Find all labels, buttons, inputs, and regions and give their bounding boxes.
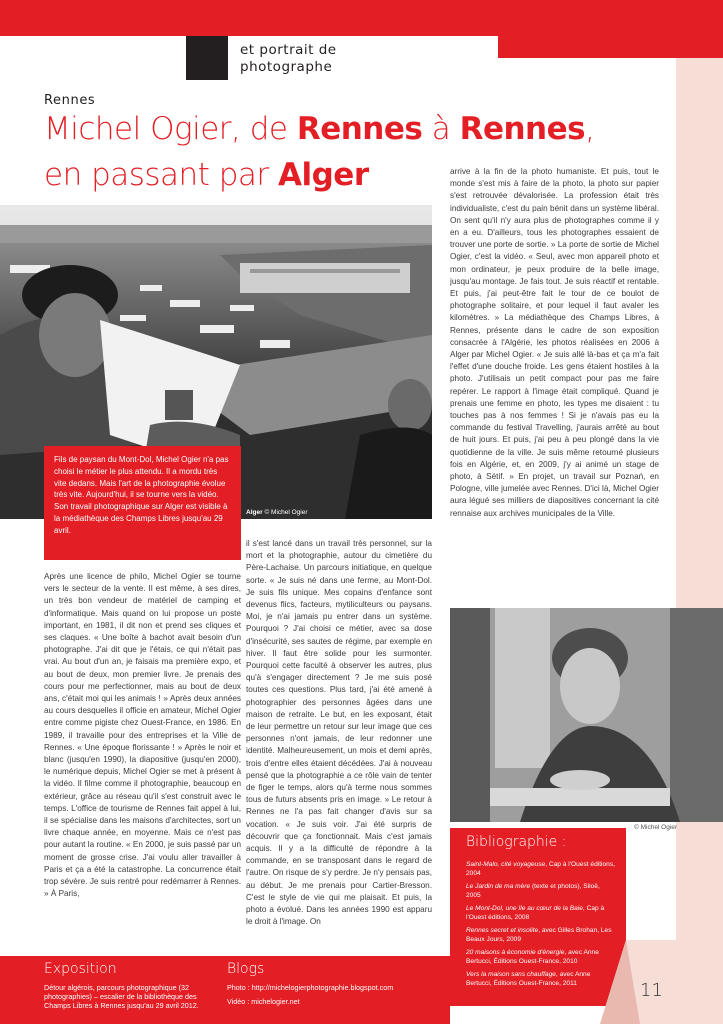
kicker: Rennes — [44, 93, 96, 108]
bibliography-item-title: Le Mont-Dol, une île au cœur de la Baie — [466, 905, 583, 912]
bibliography-item-details: , Cap à l'Ouest éditions, 2008 — [466, 905, 605, 921]
bibliography-item — [466, 904, 616, 922]
photo-credit: Alger © Michel Ogier — [246, 509, 308, 516]
photo-caption-text: Fils de paysan du Mont-Dol, Michel Ogier n'a pas choisi le métier le plus attendu. Il a mordu très vite dedans. Mais l'art de la photographie évolue très vite. Aujourd'hui, il se tourne vers la vidéo. Son travail photographique sur Alger est visible à la médiathèque des Champs Libres jusqu'au 29 avril. — [54, 455, 229, 535]
bibliography-heading: Bibliographie : — [466, 834, 567, 850]
portrait-photo — [450, 608, 723, 822]
bibliography-item-title: 20 maisons à économie d'énergie — [466, 949, 565, 956]
headline-line1: Michel Ogier, de Rennes à Rennes, — [44, 111, 595, 147]
bibliography-item-title: Le Jardin de ma mère — [466, 883, 531, 890]
bibliography-item-title: Saint-Malo, cité voyageuse — [466, 861, 546, 868]
black-square — [186, 36, 228, 80]
bibliography-item — [466, 882, 616, 900]
exhibition-heading: Exposition — [44, 961, 117, 977]
page-number: 11 — [640, 980, 663, 1001]
article-column-2: il s'est lancé dans un travail très personnel, sur la mort et la photographie, autour du cimetière du Père-Lachaise. Un parcours initiatique, en quelque sorte. « Je suis né dans une ferme, au Mont-Dol. Je suis fils unique. Mes copains d'enfance sont devenus flics, facteurs, mytiliculteurs ou paysans. Moi, je n'ai jamais pu entrer dans un système. Pourquoi ? J'ai choisi ce métier, avec sa dose d'insécurité, ses sautes de régime, par exemple en hiver. Il faut être solide pour les surmonter. Pourquoi cette faculté à observer les autres, plus qu'à s'engager directement ? Je me suis posé toutes ces questions. Plus tard, j'ai été amené à photographier des personnes âgées dans une maison de retraite. Le but, en les exposant, était de leur permettre un retour sur leur image que ces personnes n'ont jamais, de leur redonner une identité. Malheureusement, un mois et demi après, trois d'entre elles étaient décédées. J'ai à nouveau pensé que la photographie a ce rôle vain de tenter de figer le temps, alors qu'à terme nous sommes tous de futurs absents pris en image. » Le retour à Rennes ne l'a pas fait changer d'avis sur sa vocation. « Je suis voir. J'ai été surpris de découvrir que ça fonctionnait. Mais c'est jamais acquis. Il y a la difficulté de répondre à la commande, en se transposant dans le regard de l'autre. On risque de s'y perdre. Je n'y pensais pas, au début. Je me prenais pour Cartier-Bresson. C'est le style de vie qui me plaisait. Et puis, la photo a évolué. Dans les années 1990 est apparu le droit à l'image. On — [246, 539, 432, 927]
bibliography-item — [466, 860, 616, 878]
right-pink-strip — [676, 58, 723, 1024]
portrait-credit: © Michel Ogier — [634, 824, 678, 831]
headline-line2: en passant par Alger — [44, 157, 369, 193]
top-red-extension — [498, 36, 723, 58]
section-label: et portrait de photographe — [240, 42, 337, 75]
blog-photo-link[interactable]: Photo : http://michelogierphotographie.blogspot.com — [227, 983, 394, 992]
blog-video-link[interactable]: Vidéo : michelogier.net — [227, 997, 300, 1006]
bibliography-item-details: , avec Anne Bertucci, Éditions Ouest-France, 2011 — [466, 971, 591, 987]
bibliography-item-title: Rennes secret et insolite — [466, 927, 539, 934]
bibliography-item-details: , avec Gilles Brohan, Les Beaux Jours, 2009 — [466, 927, 612, 943]
photo-caption-box — [44, 446, 241, 560]
page-corner-fold — [560, 940, 710, 1024]
bibliography-item-details: , avec Anne Bertucci, Éditions Ouest-France, 2010 — [466, 949, 599, 965]
exhibition-text: Détour algérois, parcours photographique (32 photographies) – escalier de la bibliothèque des Champs Libres à Rennes jusqu'au 29 avril 2012. — [44, 983, 199, 1011]
blogs-heading: Blogs — [227, 961, 265, 977]
bibliography-item-details: , Cap à l'Ouest éditions, 2004 — [466, 861, 615, 877]
top-red-band — [0, 0, 723, 36]
article-column-1: Après une licence de philo, Michel Ogier se tourne vers le secteur de la vente. Il est même, à ses dires, un très bon vendeur de matériel de camping et d'informatique. Mais quand on lui propose un poste important, en 1981, il dit non et prend ses cliques et ses claques. « Une boîte à bachot avait besoin d'un photographe. J'ai dit que je l'étais, ce qui n'était pas vrai. Au bout d'un an, je faisais ma première expo, et au bout de deux, mon premier livre. Je prenais des cours pour me perfectionner, mais au bout de deux ans, c'était moi qui les animais ! » Après deux années au cours desquelles il officie en amateur, Michel Ogier entre comme pigiste chez Ouest-France, en 1986. En 1989, il travaille pour des entreprises et la Ville de Rennes. « Une époque florissante ! » Après le noir et blanc (jusqu'en 1990), la diapositive (jusqu'en 2000), le numérique depuis, Michel Ogier se met à présent à la vidéo. Il filme comme il photographie, beaucoup en extérieur, grâce au réseau qu'il s'est construit avec le temps. L'office de tourisme de Rennes fait appel à lui, il se spécialise dans les maisons d'architectes, sort un livre chaque année, en moyenne. Mais ce n'est pas pour autant la routine. « En 2000, je suis passé par un moment de grosse crise. J'ai voulu aller travailler à Paris et ça a été la catastrophe. La concurrence était trop sévère. Je suis rentré pour redémarrer à Rennes. » À Paris, — [44, 572, 241, 899]
article-column-3: arrive à la fin de la photo humaniste. Et puis, tout le monde s'est mis à faire de la photo, la photo sur papier s'est retrouvée dévalorisée. La profession était très individualiste, c'est du pain bénit dans un système libéral. On sent qu'il n'y aura plus de photographes comme il y en a eu. D'ailleurs, tous les photographes essaient de trouver une porte de sortie. » La porte de sortie de Michel Ogier, c'est la vidéo. « Seul, avec mon appareil photo et mon ordinateur, je peux produire de la belle image, jusqu'au montage. Je fais tout. Je suis réactif et rentable. Et puis, j'ai peut-être fait le tour de ce boulot de photographe solitaire, et pour lequel il faut avaler les kilomètres. » La médiathèque des Champs Libres, à Rennes, présente dans le cadre de son exposition consacrée à l'Algérie, les photos réalisées en 2006 à Alger par Michel Ogier. « Je suis allé là-bas et ça m'a fait l'effet d'une douche froide. Les gens étaient hostiles à la photo. J'utilisais un petit compact pour pas me faire repérer. Le rapport à l'image était compliqué. Quand je prenais une femme en photo, les types me disaient : tu touches pas à nos femmes ! Si je n'avais pas eu la commande du festival Travelling, j'aurais arrêté au bout de huit jours. Et puis, j'ai peu à peu plongé dans la vie quotidienne de la ville. Je suis même retourné plusieurs fois en Algérie, et, en 2009, j'y ai animé un stage de photo, à Sétif. » En projet, un travail sur Poznań, en Pologne, ville jumelée avec Rennes. D'ici là, Michel Ogier aura légué ses milliers de diapositives concernant la cité rennaise aux archives municipales de la Ville. — [450, 167, 659, 518]
bibliography-item-title: Vers la maison sans chauffage — [466, 971, 556, 978]
bibliography-item-details: (texte et photos), Siloë, 2005 — [466, 883, 600, 899]
